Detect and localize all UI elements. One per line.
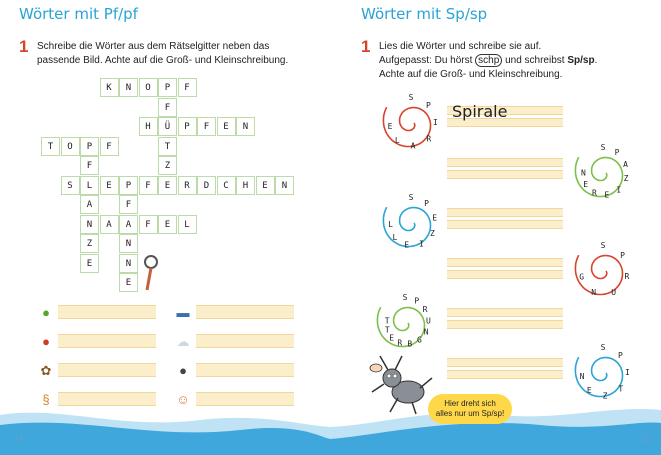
answer-line[interactable]: [58, 334, 156, 348]
spiral-letter: E: [387, 121, 393, 131]
spiral-letter: T: [618, 384, 624, 394]
spiral-spazieren: [570, 140, 636, 206]
spiral-letter: P: [414, 296, 420, 306]
spiral-letter: B: [407, 339, 413, 349]
spiral-letter: R: [426, 134, 432, 144]
grid-cell: F: [158, 98, 177, 117]
spiral-letter: S: [402, 293, 408, 302]
seahorse-icon: §: [42, 392, 50, 407]
grid-cell: P: [158, 78, 177, 97]
bold-sp: Sp/sp: [567, 55, 595, 66]
spiral-letter: I: [616, 185, 622, 195]
grid-cell: O: [61, 137, 80, 156]
writing-line[interactable]: [447, 270, 563, 279]
grid-cell: F: [100, 137, 119, 156]
spiral-letter: T: [384, 316, 390, 326]
writing-line[interactable]: [447, 170, 563, 179]
spiral-letter: S: [600, 241, 606, 250]
instruction-text: Aufgepasst: Du hörst: [379, 55, 476, 66]
grid-cell: F: [119, 195, 138, 214]
bubble-line2: alles nur um Sp/sp!: [435, 409, 505, 418]
grid-cell: E: [217, 117, 236, 136]
grid-cell: L: [178, 215, 197, 234]
left-instruction-line1: Schreibe die Wörter aus dem Rätselgitter neben das: [37, 41, 270, 52]
example-answer: Spirale: [452, 102, 508, 121]
circled-schp: schp: [475, 54, 502, 67]
right-page-number: 15: [641, 434, 650, 443]
right-instruction: [379, 40, 649, 82]
grid-cell: L: [80, 176, 99, 195]
spiral-letter: L: [394, 136, 400, 146]
grid-cell: E: [256, 176, 275, 195]
grid-cell: R: [178, 176, 197, 195]
spiral-letter: E: [389, 333, 395, 343]
writing-line[interactable]: [447, 208, 563, 217]
grid-cell: N: [275, 176, 294, 195]
answer-line[interactable]: [196, 363, 294, 377]
spiral-letter: L: [388, 219, 394, 229]
spiral-letter: R: [397, 338, 403, 348]
instruction-text: und schreibst: [502, 55, 568, 66]
spiral-letter: P: [425, 100, 431, 110]
grid-cell: F: [178, 78, 197, 97]
spiral-spirale: [378, 90, 444, 156]
spiral-letter: I: [624, 367, 630, 377]
spiral-letter: U: [611, 288, 617, 297]
right-page-title: Wörter mit Sp/sp: [361, 5, 488, 23]
spiral-letter: S: [600, 143, 606, 152]
answer-line[interactable]: [196, 392, 294, 406]
grid-cell: C: [217, 176, 236, 195]
grid-cell: A: [119, 215, 138, 234]
spiral-sprungbrett: [372, 290, 438, 356]
spiral-letter: R: [591, 188, 597, 198]
answer-line[interactable]: [58, 363, 156, 377]
spiral-letter: A: [410, 141, 416, 151]
grid-cell: E: [80, 254, 99, 273]
bubble-line1: Hier dreht sich: [444, 399, 496, 408]
writing-line[interactable]: [447, 258, 563, 267]
spiral-letter: P: [614, 148, 620, 158]
frying-pan-icon: ●: [179, 363, 187, 378]
pot-icon: ▬: [176, 305, 190, 320]
spiral-letter: S: [408, 93, 414, 102]
grid-cell: P: [178, 117, 197, 136]
grid-cell: N: [236, 117, 255, 136]
spiral-letter: R: [422, 305, 428, 315]
spiral-letter: G: [416, 335, 422, 345]
writing-line[interactable]: [447, 370, 563, 379]
grid-cell: F: [80, 156, 99, 175]
answer-line[interactable]: [58, 305, 156, 319]
apple-icon: ●: [42, 305, 50, 320]
spiral-letter: N: [423, 327, 429, 337]
right-task-number: 1: [361, 37, 371, 56]
spiral-sprung: [570, 238, 636, 304]
grid-cell: H: [139, 117, 158, 136]
spiral-letter: U: [425, 316, 431, 326]
grid-cell: P: [80, 137, 99, 156]
grid-cell: F: [139, 215, 158, 234]
grid-cell: N: [119, 254, 138, 273]
pan-icon: ●: [42, 334, 50, 349]
puddle-icon: ☁: [176, 334, 190, 349]
writing-line[interactable]: [447, 320, 563, 329]
spiral-letter: E: [432, 213, 438, 223]
spiral-letter: P: [424, 199, 430, 209]
grid-cell: P: [119, 176, 138, 195]
right-instruction-line1: Lies die Wörter und schreibe sie auf.: [379, 41, 542, 52]
spiral-letter: S: [600, 343, 606, 352]
spiral-letter: E: [404, 240, 410, 250]
right-instruction-line3: Achte auf die Groß- und Kleinschreibung.: [379, 69, 563, 80]
spiral-letter: S: [408, 193, 414, 202]
spiral-letter: A: [623, 159, 629, 169]
spiral-letter: L: [392, 232, 398, 242]
grid-cell: T: [158, 137, 177, 156]
pan-doodle-icon: [139, 252, 163, 292]
answer-line[interactable]: [196, 334, 294, 348]
grid-cell: E: [119, 273, 138, 292]
left-task-number: 1: [19, 37, 29, 56]
grid-cell: E: [158, 176, 177, 195]
writing-line[interactable]: [447, 220, 563, 229]
grid-cell: K: [100, 78, 119, 97]
spiral-letter: N: [579, 371, 585, 381]
grid-cell: Ü: [158, 117, 177, 136]
crossword-grid: [0, 0, 330, 300]
spiral-letter: E: [583, 179, 589, 189]
grid-cell: E: [158, 215, 177, 234]
spiral-letter: P: [620, 251, 626, 261]
grid-cell: N: [119, 234, 138, 253]
instruction-text: .: [594, 55, 598, 66]
spiral-letter: E: [604, 190, 610, 200]
spiral-letter: P: [617, 350, 623, 360]
spiral-letter: T: [384, 325, 390, 335]
grid-cell: Z: [80, 234, 99, 253]
grid-cell: A: [80, 195, 99, 214]
answer-line[interactable]: [196, 305, 294, 319]
left-page-title: Wörter mit Pf/pf: [19, 5, 138, 23]
spiral-letter: G: [579, 272, 585, 282]
spiral-spitzen: [570, 340, 636, 406]
speech-bubble: [428, 394, 512, 424]
spiral-letter: Z: [602, 391, 608, 401]
right-instruction-line2: [379, 54, 649, 68]
left-instruction-line2: passende Bild. Achte auf die Groß- und Kleinschreibung.: [37, 55, 289, 66]
spiral-letter: N: [591, 287, 597, 297]
grid-cell: E: [100, 176, 119, 195]
grid-cell: O: [139, 78, 158, 97]
left-page-number: 14: [14, 434, 23, 443]
grid-cell: N: [80, 215, 99, 234]
grid-cell: T: [41, 137, 60, 156]
grid-cell: A: [100, 215, 119, 234]
grid-cell: H: [236, 176, 255, 195]
writing-line[interactable]: [447, 158, 563, 167]
grid-cell: S: [61, 176, 80, 195]
grid-cell: N: [119, 78, 138, 97]
spiral-letter: N: [580, 168, 586, 178]
spiral-letter: R: [624, 272, 630, 282]
writing-line[interactable]: [447, 308, 563, 317]
spiral-speziell: [378, 190, 444, 256]
spiral-letter: Z: [623, 173, 629, 183]
plant-icon: ✿: [40, 363, 52, 378]
grid-cell: Z: [158, 156, 177, 175]
grid-cell: F: [139, 176, 158, 195]
spiral-letter: Z: [429, 228, 435, 238]
spiral-letter: I: [418, 239, 424, 249]
spiral-letter: E: [586, 386, 592, 396]
spiral-letter: I: [432, 117, 438, 127]
answer-line[interactable]: [58, 392, 156, 406]
jumping-child-icon: ☺: [176, 392, 190, 407]
writing-line[interactable]: [447, 358, 563, 367]
grid-cell: F: [197, 117, 216, 136]
grid-cell: D: [197, 176, 216, 195]
